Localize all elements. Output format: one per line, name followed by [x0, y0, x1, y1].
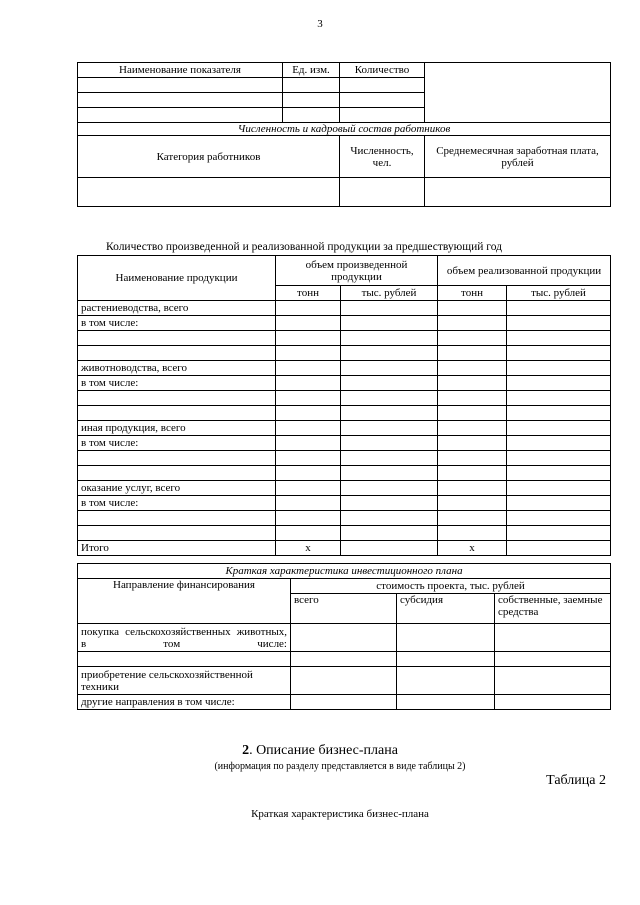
table-row	[78, 466, 611, 481]
header-unit: Ед. изм.	[283, 63, 340, 78]
table-row	[78, 376, 611, 391]
section-title	[0, 743, 640, 759]
table-row	[78, 526, 611, 541]
row-label: оказание услуг, всего	[78, 481, 276, 496]
indicators-table	[77, 62, 611, 207]
row-label: животноводства, всего	[78, 361, 276, 376]
table-row	[78, 624, 611, 652]
row-label: другие направления в том числе:	[78, 695, 291, 710]
header-quantity: Количество	[340, 63, 425, 78]
section-subtitle: (информация по разделу представляется в виде таблицы 2)	[214, 761, 466, 772]
row-label: иная продукция, всего	[78, 421, 276, 436]
section-number: 2	[242, 743, 250, 758]
table-row	[78, 301, 611, 316]
row-label	[78, 406, 276, 421]
table-row	[78, 316, 611, 331]
row-label: в том числе:	[78, 496, 276, 511]
header-sold-tons: тонн	[438, 286, 507, 301]
header-staff-salary: Среднемесячная заработная плата, рублей	[425, 136, 611, 178]
header-produced: объем произведенной продукции	[276, 256, 438, 286]
production-table	[77, 255, 611, 556]
page-number: 3	[317, 18, 323, 30]
investment-table	[77, 563, 611, 710]
header-staff-category: Категория работников	[78, 136, 340, 178]
table-row	[78, 361, 611, 376]
table-row	[78, 436, 611, 451]
header-sold-rub: тыс. рублей	[507, 286, 611, 301]
row-label: растениеводства, всего	[78, 301, 276, 316]
header-indicator-name: Наименование показателя	[78, 63, 283, 78]
row-label	[78, 652, 291, 667]
blank-cell	[425, 63, 611, 123]
header-product-name: Наименование продукции	[78, 256, 276, 301]
brief-title: Краткая характеристика бизнес-плана	[251, 808, 429, 820]
header-subsidy: субсидия	[397, 594, 495, 624]
section-title-text: . Описание бизнес-плана	[249, 743, 398, 758]
table-row	[78, 331, 611, 346]
header-total: всего	[291, 594, 397, 624]
row-label: покупка сельскохозяйственных животных, в том числе:	[78, 624, 291, 652]
header-sold: объем реализованной продукции	[438, 256, 611, 286]
row-label: приобретение сельскохозяйственной техники	[78, 667, 291, 695]
row-label	[78, 451, 276, 466]
table-row	[78, 421, 611, 436]
row-label	[78, 511, 276, 526]
table-row	[78, 346, 611, 361]
table-row	[78, 406, 611, 421]
table-row	[78, 667, 611, 695]
table-row	[78, 695, 611, 710]
investment-title: Краткая характеристика инвестиционного плана	[78, 564, 611, 579]
row-label	[78, 391, 276, 406]
total-x-sold: х	[438, 541, 507, 556]
table-row	[78, 481, 611, 496]
table-label: Таблица 2	[546, 773, 606, 788]
header-cost: стоимость проекта, тыс. рублей	[291, 579, 611, 594]
row-label: в том числе:	[78, 376, 276, 391]
table-row	[78, 652, 611, 667]
header-produced-rub: тыс. рублей	[341, 286, 438, 301]
table-row	[78, 178, 611, 207]
table-row	[78, 391, 611, 406]
row-label: в том числе:	[78, 436, 276, 451]
staff-section-title: Численность и кадровый состав работников	[78, 123, 611, 136]
production-caption: Количество произведенной и реализованной продукции за предшествующий год	[106, 241, 502, 253]
row-label	[78, 466, 276, 481]
table-row	[78, 496, 611, 511]
total-label: Итого	[78, 541, 276, 556]
row-label: в том числе:	[78, 316, 276, 331]
row-label	[78, 346, 276, 361]
table-row	[78, 451, 611, 466]
table-row	[78, 511, 611, 526]
header-direction: Направление финансирования	[78, 579, 291, 624]
total-row	[78, 541, 611, 556]
row-label	[78, 526, 276, 541]
header-staff-count: Численность, чел.	[340, 136, 425, 178]
row-label	[78, 331, 276, 346]
header-own-funds: собственные, заемные средства	[495, 594, 611, 624]
header-produced-tons: тонн	[276, 286, 341, 301]
total-x-produced: х	[276, 541, 341, 556]
